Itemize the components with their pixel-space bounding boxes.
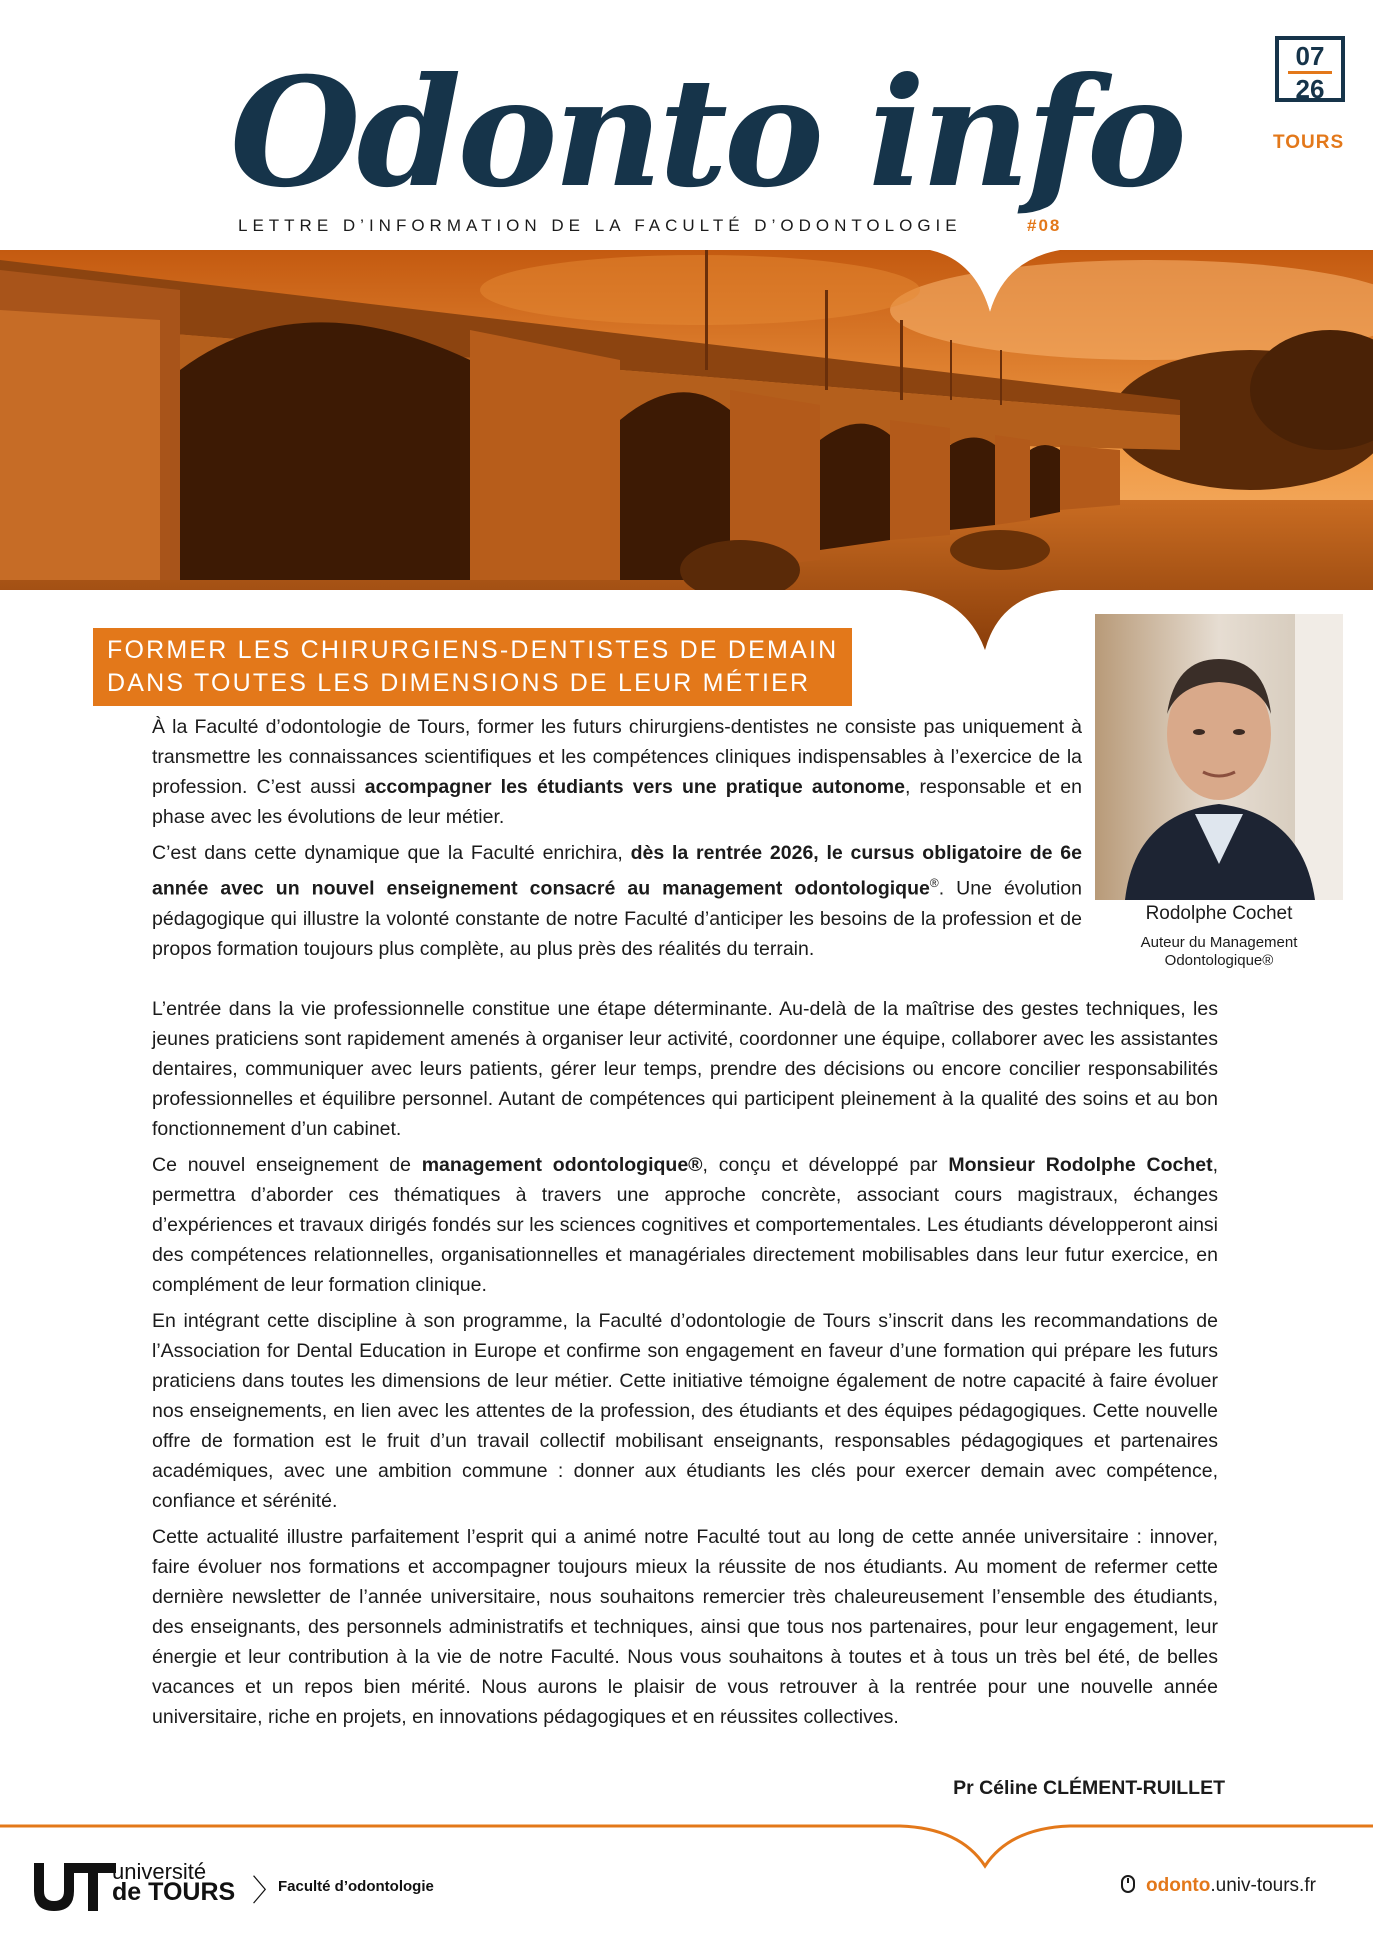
p2-registered: ® xyxy=(929,876,939,890)
p4-text-c: , permettra d’aborder ces thématiques à travers une approche concrète, associant cours magistraux, échanges d’expériences et travaux dirigés fondés sur les sciences cognitives et comportementales. Les étudiants développeront ainsi des compétences relationnelles, organisationnelles et managériales directement mobilisables dans leur futur exercice, en complément de leur formation clinique. xyxy=(152,1154,1218,1296)
portrait-name: Rodolphe Cochet xyxy=(1145,903,1293,924)
paragraph-5: En intégrant cette discipline à son programme, la Faculté d’odontologie de Tours s’inscrit dans les recommandations de l’Association for Dental Education in Europe et confirme son engagement en faveur d’une formation qui prépare les futurs praticiens dans toutes les dimensions de leur métier. Cette initiative témoigne également de notre capacité à faire évoluer nos enseignements, en lien avec les attentes de la profession, des étudiants et des équipes pédagogiques. Cette nouvelle offre de formation est le fruit d’un travail collectif mobilisant enseignants, responsables pédagogiques et partenaires académiques, avec une ambition commune : donner aux étudiants les clés pour exercer demain avec compétence, confiance et sérénité. xyxy=(152,1310,1218,1512)
city-label: TOURS xyxy=(1273,132,1345,153)
paragraph-3: L’entrée dans la vie professionnelle constitue une étape déterminante. Au-delà de la maîtrise des gestes techniques, les jeunes praticiens sont rapidement amenés à organiser leur activité, coordonner une équipe, collaborer avec les assistantes dentaires, communiquer avec leurs patients, gérer leur temps, prendre des décisions ou encore concilier responsabilités professionnelles et équilibre personnel. Autant de compétences qui participent pleinement à la qualité des soins et au bon fonctionnement d’un cabinet. xyxy=(152,998,1218,1140)
article-headline xyxy=(93,628,852,706)
p4-bold-a: management odontologique® xyxy=(421,1154,703,1176)
portrait-role-line-2: Odontologique® xyxy=(1164,952,1274,969)
univ-tours-logo xyxy=(30,1855,120,1915)
date-box xyxy=(1275,36,1345,102)
headline-line-2: DANS TOUTES LES DIMENSIONS DE LEUR MÉTIER xyxy=(107,669,811,697)
issue-number: #08 xyxy=(1027,216,1062,235)
univ-name-line-1: université xyxy=(112,1859,207,1884)
date-year: 26 xyxy=(1295,74,1325,104)
portrait-role xyxy=(1095,934,1343,970)
date-month: 07 xyxy=(1295,41,1325,71)
p2-text-a: C’est dans cette dynamique que la Faculté enrichira, xyxy=(152,842,631,864)
p2-bold: dès la rentrée 2026, le cursus obligatoire de 6e année avec un nouvel enseignement consacré au management odontologique xyxy=(152,842,1082,900)
paragraph-1 xyxy=(152,712,1082,832)
paragraph-4 xyxy=(152,1150,1218,1300)
univ-name-line-2: de TOURS xyxy=(112,1878,236,1906)
p4-text-a: Ce nouvel enseignement de xyxy=(152,1154,422,1176)
masthead-title: Odonto info xyxy=(230,45,1183,221)
website-domain-rest: .univ-tours.fr xyxy=(1210,1875,1316,1896)
p4-text-b: , conçu et développé par xyxy=(702,1154,949,1176)
headline-line-1: FORMER LES CHIRURGIENS-DENTISTES DE DEMAIN xyxy=(107,636,839,664)
logo-separator: 〉 xyxy=(252,1874,282,1909)
univ-name xyxy=(112,1859,236,1906)
bridge-photo xyxy=(0,250,1373,650)
p4-bold-b: Monsieur Rodolphe Cochet xyxy=(948,1154,1213,1176)
website-link[interactable] xyxy=(1120,1874,1316,1897)
portrait-photo xyxy=(1095,614,1343,900)
p1-text-a: À la Faculté d’odontologie de Tours, former les futurs chirurgiens-dentistes ne consiste pas uniquement à transmettre les connaissances scientifiques et les compétences cliniques indispensables à l’exercice de la profession. C’est aussi xyxy=(152,716,1082,798)
portrait-role-line-1: Auteur du Management xyxy=(1140,934,1298,951)
p2-text-b: . Une évolution pédagogique qui illustre la volonté constante de notre Faculté d’anticiper les besoins de la profession et de propos formation toujours plus complète, au plus près des réalités du terrain. xyxy=(152,877,1082,960)
paragraph-2 xyxy=(152,838,1082,964)
signature: Pr Céline CLÉMENT-RUILLET xyxy=(953,1777,1225,1799)
website-domain-highlight: odonto xyxy=(1146,1875,1211,1896)
p1-bold: accompagner les étudiants vers une pratique autonome xyxy=(364,776,905,798)
p1-text-b: , responsable et en phase avec les évolutions de leur métier. xyxy=(152,776,1082,828)
mouse-icon xyxy=(1120,1874,1136,1894)
paragraph-6: Cette actualité illustre parfaitement l’esprit qui a animé notre Faculté tout au long de cette année universitaire : innover, faire évoluer nos formations et accompagner toujours mieux la réussite de nos étudiants. Au moment de refermer cette dernière newsletter de l’année universitaire, nous souhaitons remercier très chaleureusement l’ensemble des étudiants, des enseignants, des personnels administratifs et techniques, ainsi que tous nos partenaires, pour leur engagement, leur énergie et leur contribution à la vie de notre Faculté. Nous vous souhaitons à toutes et à tous un très bel été, de belles vacances et un repos bien mérité. Nous aurons le plaisir de vous retrouver à la rentrée pour une nouvelle année universitaire, riche en projets, en innovations pédagogiques et en réussites collectives. xyxy=(152,1526,1218,1728)
faculty-name: Faculté d’odontologie xyxy=(278,1878,434,1895)
masthead-subtitle: LETTRE D’INFORMATION DE LA FACULTÉ D’ODONTOLOGIE xyxy=(238,216,962,235)
